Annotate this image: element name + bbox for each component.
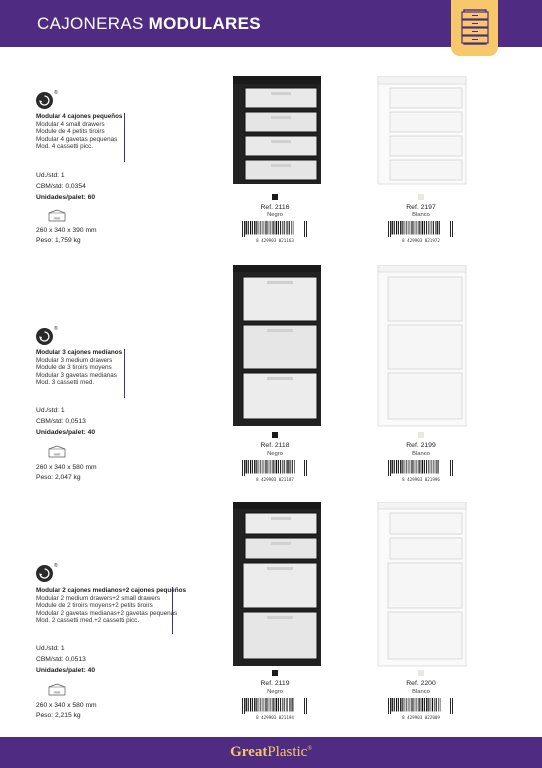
brand-logo	[0, 744, 542, 761]
desc-line: Module de 2 tiroirs moyens+2 petits tiroirs	[36, 602, 153, 610]
cbm-per-pack: CBM/std: 0,0354	[36, 183, 86, 190]
brand-tm: ®	[307, 746, 312, 752]
product-image-black	[231, 265, 323, 430]
color-swatch-black	[272, 194, 278, 200]
barcode	[240, 221, 310, 237]
barcode-number: 8 429903 021996	[402, 477, 440, 482]
color-swatch-white	[418, 432, 424, 438]
units-per-pack: Ud./std: 1	[36, 645, 65, 652]
color-name: Blanco	[412, 689, 430, 695]
ref-code: Ref. 2116	[260, 204, 290, 211]
desc-line: Modular 4 small drawers	[36, 120, 105, 128]
desc-line: Modular 4 gavetas pequenas	[36, 135, 118, 143]
barcode-number: 8 429903 022009	[402, 715, 440, 720]
desc-line: Mod. 4 cassetti picc.	[36, 143, 94, 151]
title-bold: MODULARES	[148, 14, 261, 33]
color-name: Blanco	[412, 451, 430, 457]
drawers-icon	[451, 0, 498, 56]
color-swatch-black	[272, 670, 278, 676]
color-name: Negro	[267, 689, 283, 695]
dimensions: 260 x 340 x 580 mm	[36, 702, 97, 709]
logistics-specs	[36, 170, 95, 203]
units-per-pack: Ud./std: 1	[36, 407, 65, 414]
desc-line: Mod. 3 cassetti med.	[36, 379, 95, 387]
dimensions-block	[36, 463, 97, 483]
color-name: Negro	[267, 451, 283, 457]
product-image-white	[376, 502, 468, 670]
barcode	[240, 460, 310, 476]
ref-code: Ref. 2119	[260, 680, 290, 687]
product-image-black	[231, 502, 323, 670]
barcode-number: 8 429903 021194	[256, 715, 294, 720]
ref-code: Ref. 2199	[406, 442, 436, 449]
desc-line: Modular 2 medium drawers+2 small drawers	[36, 594, 161, 602]
product-name: Modular 4 cajones pequeños	[36, 113, 123, 120]
product-name: Modular 2 cajones medianos+2 cajones pequeños	[36, 587, 186, 594]
weight: Peso: 2,047 kg	[36, 474, 81, 481]
color-swatch-white	[418, 194, 424, 200]
box-icon	[48, 683, 66, 696]
units-per-pallet: Unidades/palet: 40	[36, 667, 96, 674]
desc-line: Modular 3 gavetas medianas	[36, 371, 117, 379]
desc-line: Modular 2 gavetas medianas+2 gavetas pequenas	[36, 609, 178, 617]
registered-mark: ®	[54, 563, 58, 569]
recycle-icon	[36, 92, 53, 109]
title-light: CAJONERAS	[37, 14, 144, 33]
color-swatch-black	[272, 432, 278, 438]
cbm-per-pack: CBM/std: 0,0513	[36, 656, 86, 663]
product-name: Modular 3 cajones medianos	[36, 349, 123, 356]
product-description	[36, 349, 211, 387]
page-footer	[0, 737, 542, 768]
dimensions: 260 x 340 x 580 mm	[36, 464, 97, 471]
box-unit: mm	[53, 689, 61, 695]
desc-line: Module de 4 petits tiroirs	[36, 128, 105, 136]
weight: Peso: 1,759 kg	[36, 237, 81, 244]
barcode-number: 8 429903 021972	[402, 238, 440, 243]
recycle-icon	[36, 565, 53, 582]
units-per-pallet: Unidades/palet: 40	[36, 429, 96, 436]
box-icon	[48, 445, 66, 458]
category-tab	[451, 0, 498, 56]
cbm-per-pack: CBM/std: 0,0513	[36, 418, 86, 425]
brand-bold: Great	[230, 744, 268, 760]
desc-line: Mod. 2 cassetti med.+2 cassetti picc.	[36, 617, 140, 625]
barcode	[386, 221, 456, 237]
ref-code: Ref. 2118	[260, 442, 290, 449]
units-per-pallet: Unidades/palet: 60	[36, 194, 96, 201]
desc-line: Modular 3 medium drawers	[36, 356, 113, 364]
ref-code: Ref. 2197	[406, 204, 436, 211]
dimensions: 260 x 340 x 390 mm	[36, 227, 97, 234]
product-description	[36, 113, 211, 151]
dimensions-block	[36, 226, 97, 246]
color-name: Blanco	[412, 212, 430, 218]
barcode	[386, 698, 456, 714]
box-unit: mm	[53, 215, 61, 221]
color-name: Negro	[267, 212, 283, 218]
dimensions-block	[36, 701, 97, 721]
recycle-icon	[36, 328, 53, 345]
logistics-specs	[36, 643, 95, 676]
barcode-number: 8 429903 021163	[256, 238, 294, 243]
product-image-white	[376, 265, 468, 430]
registered-mark: ®	[54, 90, 58, 96]
barcode	[240, 698, 310, 714]
units-per-pack: Ud./std: 1	[36, 172, 65, 179]
ref-code: Ref. 2200	[406, 680, 436, 687]
barcode-number: 8 429903 021187	[256, 477, 294, 482]
logistics-specs	[36, 405, 95, 438]
box-icon	[48, 209, 66, 222]
desc-line: Module de 3 tiroirs moyens	[36, 364, 112, 372]
product-description	[36, 587, 211, 625]
color-swatch-white	[418, 670, 424, 676]
product-image-white	[376, 76, 468, 188]
brand-light: Plastic	[267, 744, 308, 760]
registered-mark: ®	[54, 326, 58, 332]
product-image-black	[231, 76, 323, 188]
barcode	[386, 460, 456, 476]
box-unit: mm	[53, 451, 61, 457]
page-title	[37, 14, 261, 34]
weight: Peso: 2,215 kg	[36, 712, 81, 719]
